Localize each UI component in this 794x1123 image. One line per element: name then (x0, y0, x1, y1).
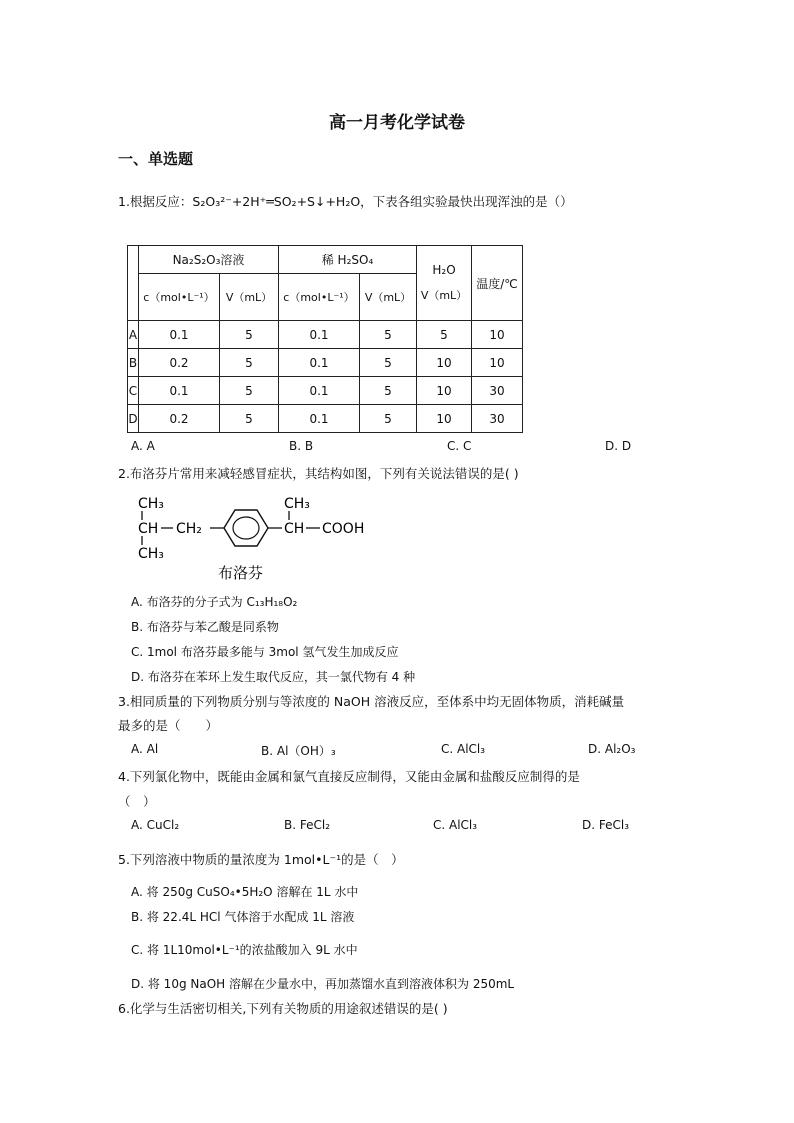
cooh-label: COOH (322, 521, 365, 537)
q1-option-b[interactable]: B. B (289, 439, 314, 453)
table-row (128, 349, 523, 377)
question-3-stem-line2: 最多的是（ ） (118, 718, 219, 733)
cell-temp: 10 (472, 321, 523, 349)
cell-c2: 0.1 (279, 405, 360, 433)
row-label: D (128, 405, 139, 433)
question-6-stem: 6.化学与生活密切相关,下列有关物质的用途叙述错误的是( ) (118, 1001, 448, 1016)
question-4-stem-line1: 4.下列氯化物中，既能由金属和氯气直接反应制得，又能由金属和盐酸反应制得的是 (118, 769, 580, 784)
ch3-top-label: CH₃ (138, 496, 164, 512)
row-label: C (128, 377, 139, 405)
q3-option-b[interactable]: B. Al（OH）₃ (261, 744, 336, 758)
question-1-stem: 1.根据反应：S₂O₃²⁻+2H⁺═SO₂+S↓+H₂O，下表各组实验最快出现浑浊的是（） (118, 194, 573, 209)
row-label: B (128, 349, 139, 377)
q2-option-b[interactable]: B. 布洛芬与苯乙酸是同系物 (131, 620, 279, 634)
ch-right-label: CH (284, 521, 305, 537)
header-c1: c（mol•L⁻¹） (139, 274, 220, 321)
cell-water: 10 (417, 349, 472, 377)
q4-option-c[interactable]: C. AlCl₃ (433, 818, 478, 832)
cell-v2: 5 (360, 349, 417, 377)
cell-c2: 0.1 (279, 321, 360, 349)
figure-caption: 布洛芬 (218, 564, 264, 582)
question-3-stem-line1: 3.相同质量的下列物质分别与等浓度的 NaOH 溶液反应，至体系中均无固体物质，消耗碱量 (118, 694, 625, 709)
ch3-bottom-label: CH₃ (138, 546, 164, 562)
cell-temp: 10 (472, 349, 523, 377)
q5-option-a[interactable]: A. 将 250g CuSO₄•5H₂O 溶解在 1L 水中 (131, 885, 359, 899)
q3-option-d[interactable]: D. Al₂O₃ (588, 742, 636, 756)
q3-option-c[interactable]: C. AlCl₃ (441, 742, 486, 756)
cell-c1: 0.1 (139, 321, 220, 349)
q5-option-d[interactable]: D. 将 10g NaOH 溶解在少量水中，再加蒸馏水直到溶液体积为 250mL (131, 977, 515, 991)
cell-v2: 5 (360, 321, 417, 349)
cell-temp: 30 (472, 405, 523, 433)
ch3-right-label: CH₃ (284, 496, 310, 512)
header-v1: V（mL） (220, 274, 279, 321)
cell-water: 10 (417, 377, 472, 405)
header-v2: V（mL） (360, 274, 417, 321)
ch-left-label: CH (138, 521, 159, 537)
cell-c1: 0.1 (139, 377, 220, 405)
table-row (128, 321, 523, 349)
question-4-stem-line2: （ ） (118, 794, 156, 809)
cell-v1: 5 (220, 405, 279, 433)
cell-c1: 0.2 (139, 405, 220, 433)
section-heading: 一、单选题 (118, 150, 194, 168)
cell-v1: 5 (220, 321, 279, 349)
q2-option-a[interactable]: A. 布洛芬的分子式为 C₁₃H₁₈O₂ (131, 595, 298, 609)
q4-option-d[interactable]: D. FeCl₃ (582, 818, 630, 832)
table-row (128, 377, 523, 405)
cell-v2: 5 (360, 377, 417, 405)
cell-temp: 30 (472, 377, 523, 405)
cell-c2: 0.1 (279, 349, 360, 377)
page-title: 高一月考化学试卷 (329, 113, 465, 133)
q4-option-a[interactable]: A. CuCl₂ (131, 818, 180, 832)
cell-c1: 0.2 (139, 349, 220, 377)
header-h2so4: 稀 H₂SO₄ (279, 246, 417, 274)
ch2-label: CH₂ (176, 521, 202, 537)
table-corner-cell (128, 246, 139, 321)
q1-option-c[interactable]: C. C (447, 439, 472, 453)
header-h2o (417, 246, 472, 321)
ibuprofen-structure-figure (128, 490, 378, 585)
header-h2o-volume: V（mL） (420, 289, 468, 302)
row-label: A (128, 321, 139, 349)
q3-option-a[interactable]: A. Al (131, 742, 159, 756)
cell-v1: 5 (220, 377, 279, 405)
q4-option-b[interactable]: B. FeCl₂ (284, 818, 331, 832)
q5-option-c[interactable]: C. 将 1L10mol•L⁻¹的浓盐酸加入 9L 水中 (131, 943, 358, 957)
q1-option-a[interactable]: A. A (131, 439, 155, 453)
question-5-stem: 5.下列溶液中物质的量浓度为 1mol•L⁻¹的是（ ） (118, 852, 404, 867)
q2-option-d[interactable]: D. 布洛芬在苯环上发生取代反应，其一氯代物有 4 种 (131, 670, 416, 684)
question-1-table (127, 245, 523, 433)
table-row (128, 405, 523, 433)
header-na2s2o3: Na₂S₂O₃溶液 (139, 246, 279, 274)
cell-water: 10 (417, 405, 472, 433)
header-c2: c（mol•L⁻¹） (279, 274, 360, 321)
cell-water: 5 (417, 321, 472, 349)
header-h2o-label: H₂O (432, 263, 456, 277)
q5-option-b[interactable]: B. 将 22.4L HCl 气体溶于水配成 1L 溶液 (131, 910, 355, 924)
cell-v2: 5 (360, 405, 417, 433)
q2-option-c[interactable]: C. 1mol 布洛芬最多能与 3mol 氢气发生加成反应 (131, 645, 399, 659)
header-temperature: 温度/℃ (472, 246, 523, 321)
q1-option-d[interactable]: D. D (605, 439, 632, 453)
cell-v1: 5 (220, 349, 279, 377)
question-2-stem: 2.布洛芬片常用来减轻感冒症状，其结构如图，下列有关说法错误的是( ) (118, 466, 519, 481)
cell-c2: 0.1 (279, 377, 360, 405)
